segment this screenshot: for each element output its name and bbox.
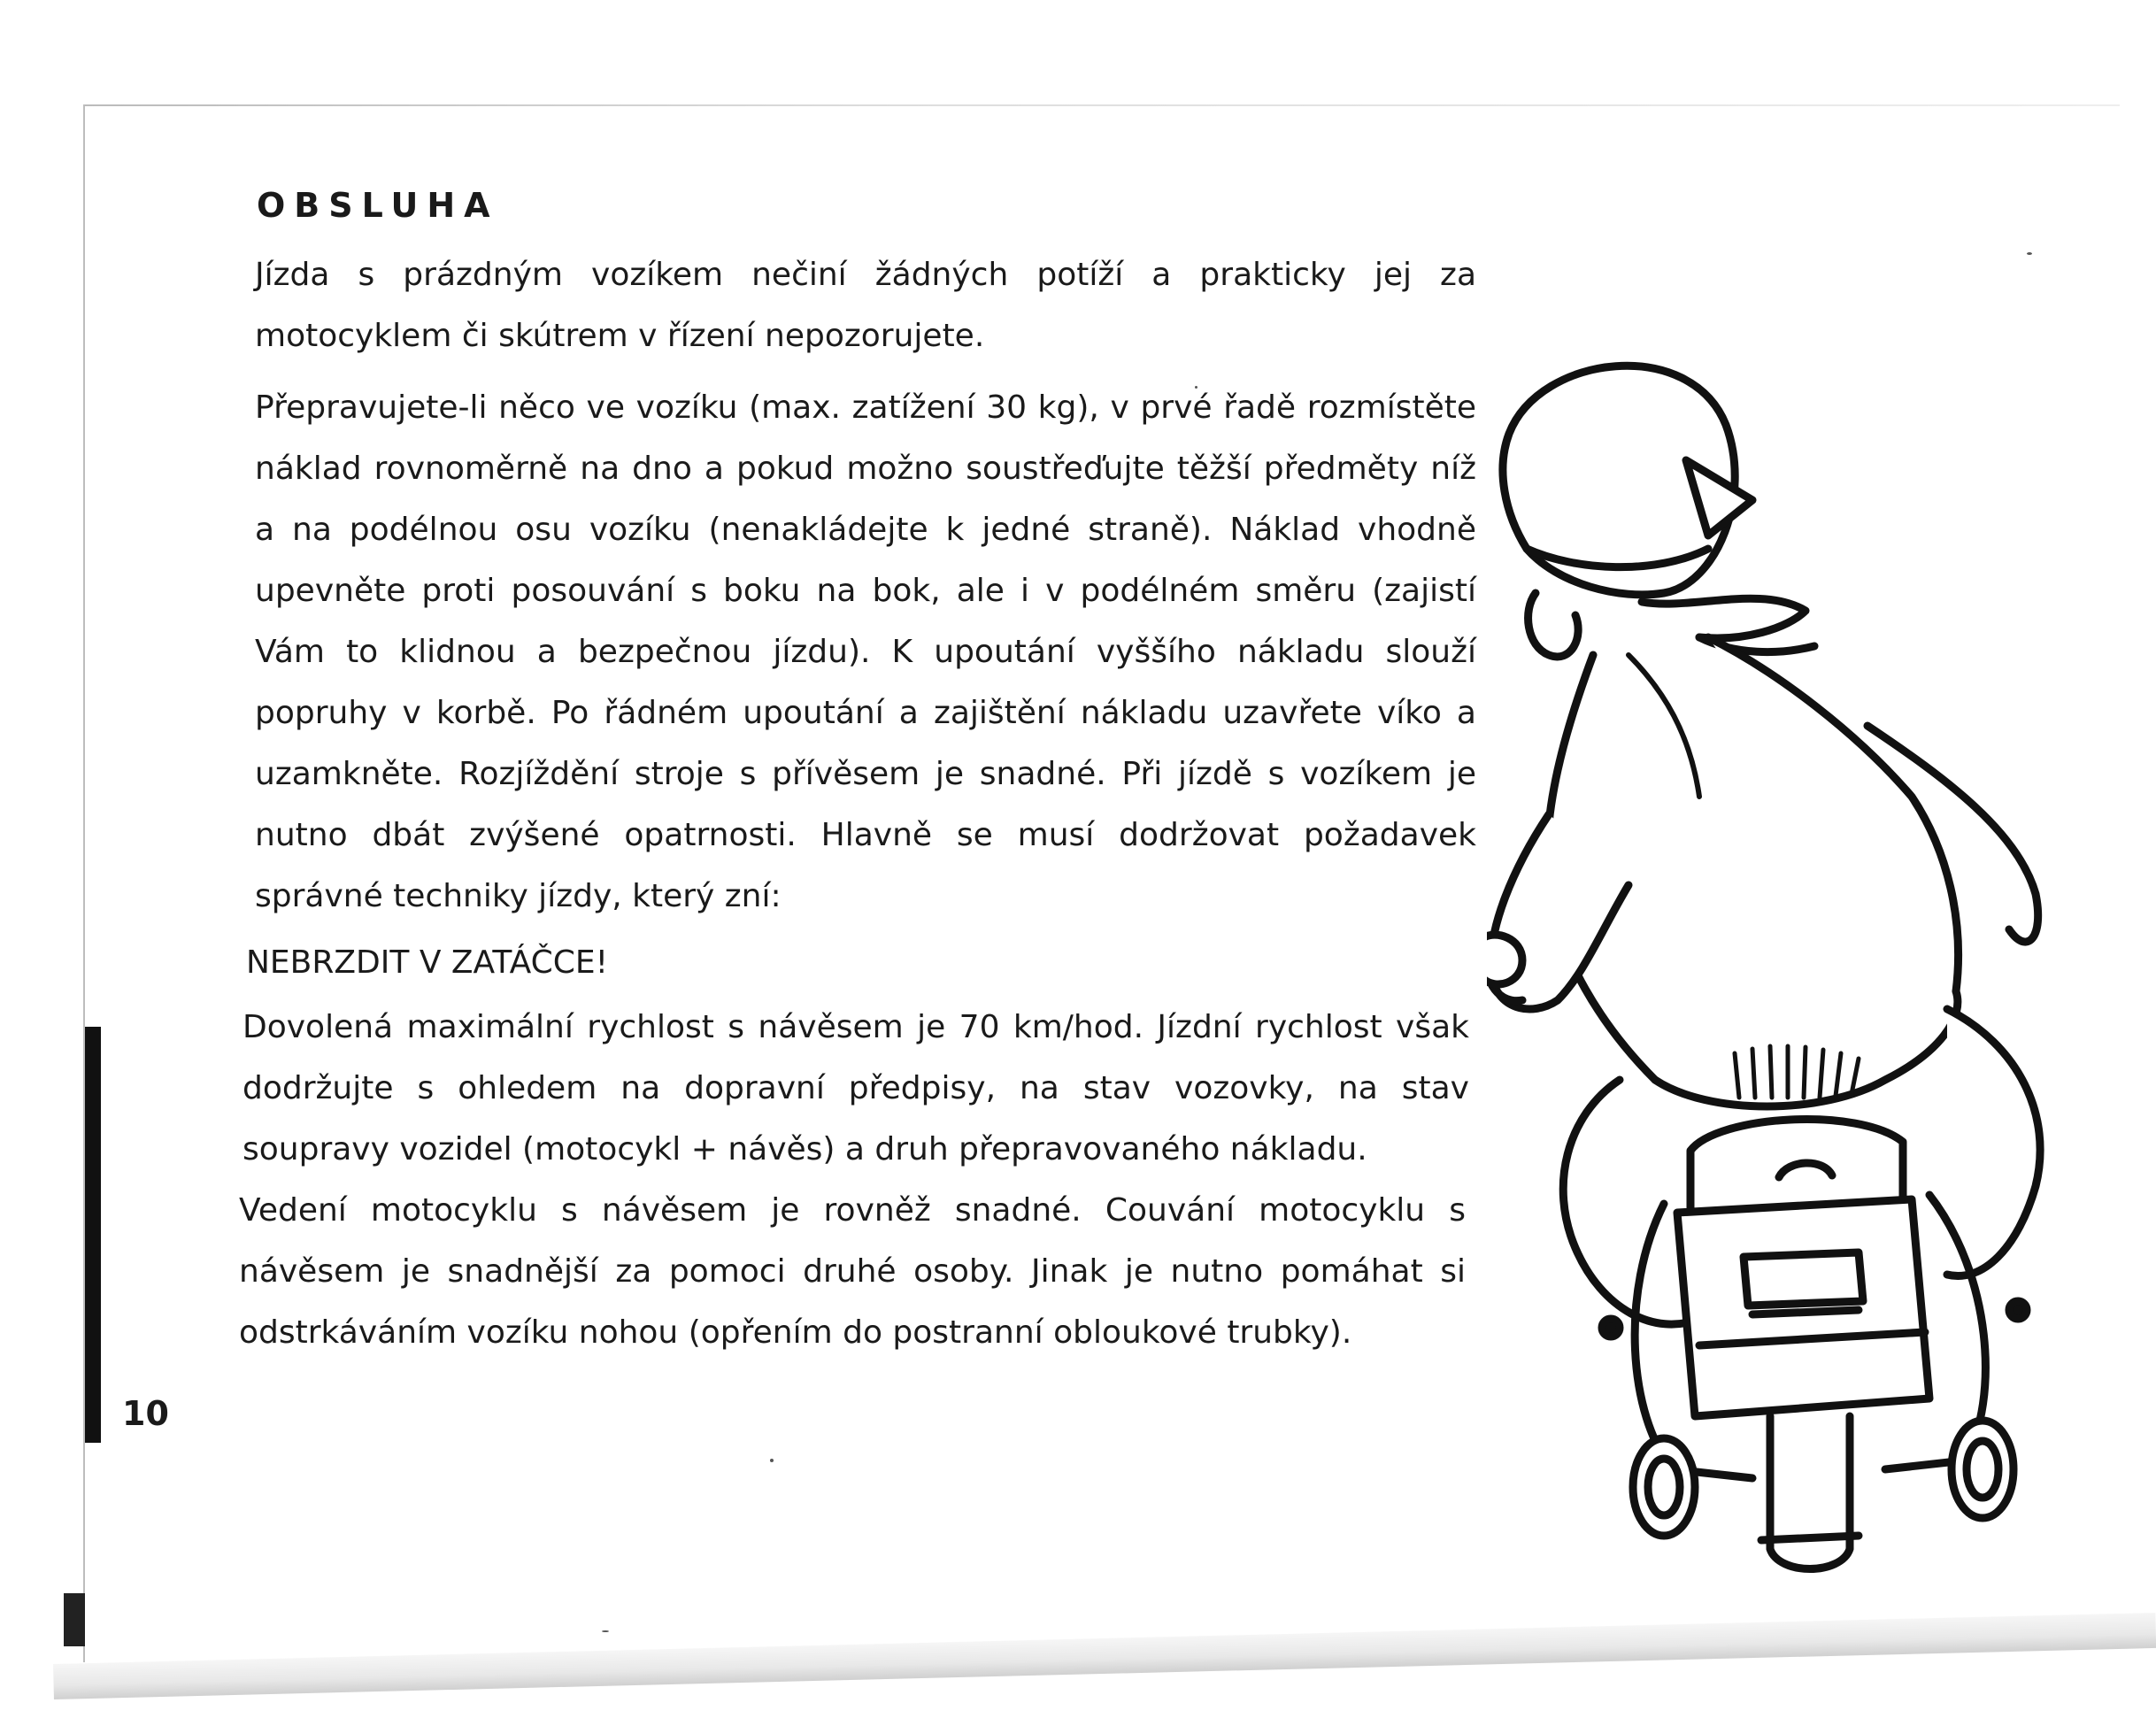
- binding-edge-bar: [85, 1027, 101, 1443]
- paragraph-4: Vedení motocyklu s návěsem je rovněž snadné. Couvání motocyklu s návěsem je snadnější za pomoci druhé osoby. Jinak je nutno pomáhat si odstrkáváním vozíku nohou (opřením do postranní obloukové trubky).: [239, 1192, 1466, 1351]
- warning-line: NEBRZDIT V ZATÁČCE!: [246, 944, 609, 981]
- rider-on-scooter-from-behind-icon: [1487, 319, 2156, 1593]
- scan-edge-top: [84, 104, 2120, 106]
- scan-speck: [2027, 252, 2032, 255]
- paragraph-2: Přepravujete-li něco ve vozíku (max. zatížení 30 kg), v prvé řadě rozmístěte náklad rovnoměrně na dno a pokud možno soustřeďujte těžší předměty níž a na podélnou osu vozíku (nenakládejte k jedné straně). Náklad vhodně upevněte proti posouvání s boku na bok, ale i v podélném směru (zajistí Vám to klidnou a bezpečnou jízdu). K upoutání vyššího nákladu slouží popruhy v korbě. Po řádném upoutání a zajištění nákladu uzavřete víko a uzamkněte. Rozjíždění stroje s přívěsem je snadné. Při jízdě s vozíkem je nutno dbát zvýšené opatrnosti. Hlavně se musí dodržovat požadavek správné techniky jízdy, který zní:: [255, 389, 1476, 914]
- scan-speck: [770, 1459, 774, 1462]
- paragraph-3: Dovolená maximální rychlost s návěsem je 70 km/hod. Jízdní rychlost však dodržujte s ohledem na dopravní předpisy, na stav vozovky, na stav soupravy vozidel (motocykl + návěs) a druh přepravovaného nákladu.: [243, 1009, 1469, 1167]
- text-column: [239, 186, 1478, 1363]
- paragraph-1: Jízda s prázdným vozíkem nečiní žádných potíží a prakticky jej za motocyklem či skútrem v řízení nepozorujete.: [255, 257, 1476, 354]
- scan-speck: [602, 1630, 609, 1632]
- scan-edge-bottom: [53, 1613, 2156, 1699]
- binding-edge-mark: [64, 1593, 85, 1646]
- scan-speck: [1195, 386, 1197, 389]
- section-heading: OBSLUHA: [257, 186, 499, 225]
- page-number: 10: [122, 1394, 169, 1433]
